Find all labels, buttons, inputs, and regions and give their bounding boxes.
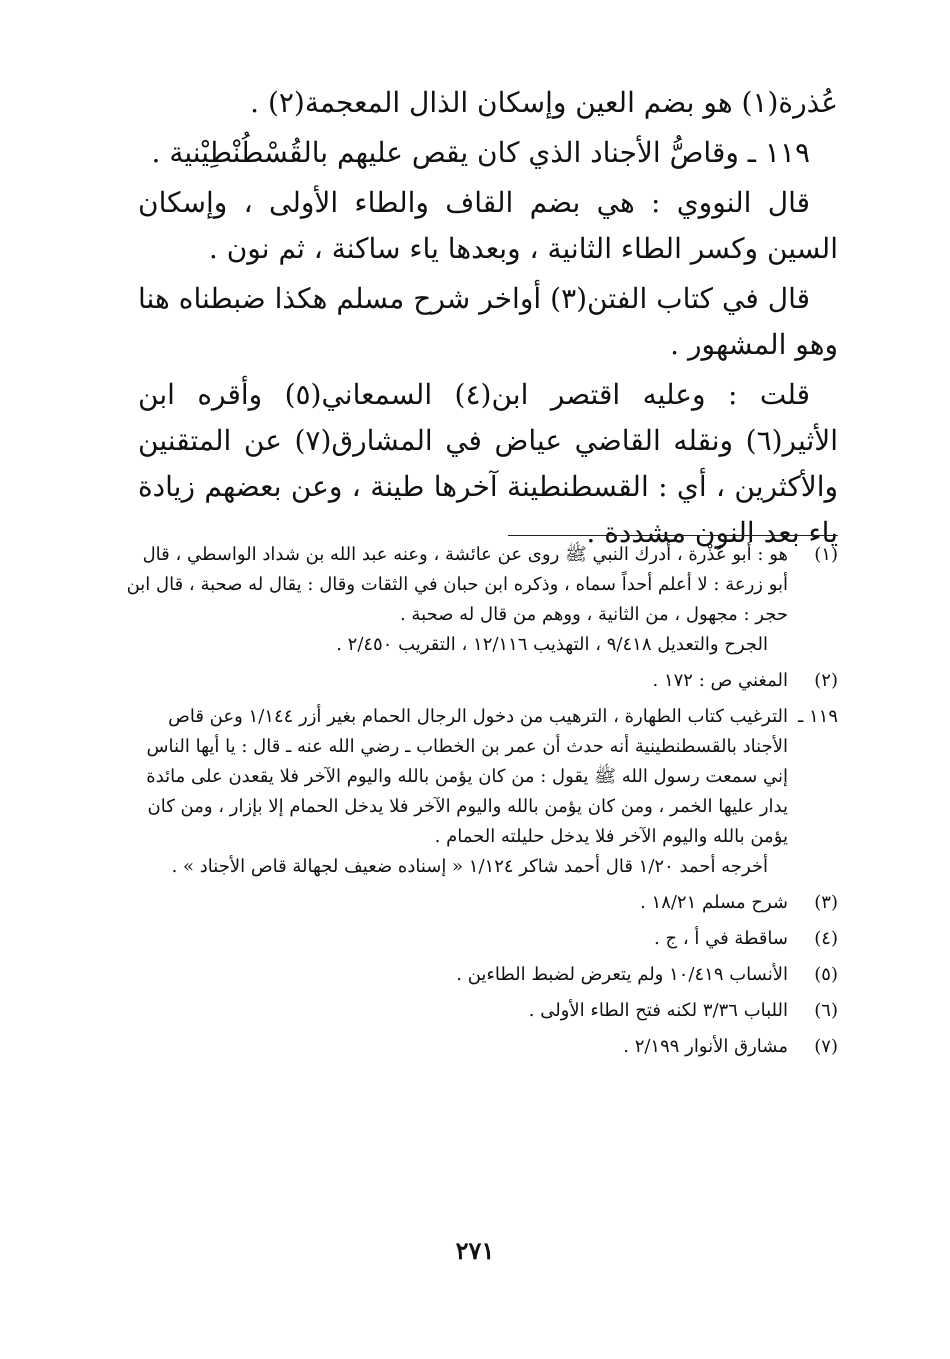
footnote-number: (٢): [814, 670, 838, 691]
footnote-text: هو : أبو عُذْرة ، أدرك النبي ﷺ روى عن عائشة ، وعنه عبد الله بن شداد الواسطي ، قال أبو زرعة : لا أعلم أحداً سماه ، وذكره ابن حبان في الثقات وقال : يقال له صحبة ، قال ابن حجر : مجهول ، من الثانية ، ووهم من قال له صحبة .: [126, 544, 788, 625]
page-number: ٢٧١: [455, 1236, 495, 1265]
footnote-number: (٥): [814, 964, 838, 985]
paragraph-nawawi: قال النووي : هي بضم القاف والطاء الأولى ، وإسكان السين وكسر الطاء الثانية ، وبعدها ياء ساكنة ، ثم نون .: [138, 186, 838, 265]
footnote-text: شرح مسلم ١٨/٢١ .: [640, 892, 788, 913]
footnote-text: مشارق الأنوار ٢/١٩٩ .: [623, 1036, 788, 1057]
footnote-text: الترغيب كتاب الطهارة ، الترهيب من دخول الرجال الحمام بغير أزر ١/١٤٤ وعن قاص الأجناد بالقسطنطينية أنه حدث أن عمر بن الخطاب ـ رضي الله عنه ـ قال : يا أيها الناس إني سمعت رسول الله ﷺ يقول : من كان يؤمن بالله واليوم الآخر فلا يقعدن على مائدة يدار عليها الخمر ، ومن كان يؤمن بالله واليوم الآخر فلا يدخل الحمام إلا بإزار ، ومن كان يؤمن بالله واليوم الآخر فلا يدخل حليلته الحمام .: [146, 706, 788, 847]
footnote-number: ١١٩ ـ: [797, 706, 838, 727]
footnote-3: [118, 888, 838, 918]
footnote-source: الجرح والتعديل ٩/٤١٨ ، التهذيب ١٢/١١٦ ، التقريب ٢/٤٥٠ .: [336, 634, 768, 655]
footnote-5: [118, 960, 838, 990]
footnote-divider: [508, 535, 838, 536]
footnote-number: (٦): [814, 1000, 838, 1021]
footnote-text: اللباب ٣/٣٦ لكنه فتح الطاء الأولى .: [528, 1000, 788, 1021]
paragraph-119-heading: ١١٩ ـ وقاصُّ الأجناد الذي كان يقص عليهم بالقُسْطُنْطِيْنية .: [151, 136, 810, 169]
footnotes: [118, 540, 838, 1068]
footnote-text: المغني ص : ١٧٢ .: [652, 670, 788, 691]
footnote-number: (٣): [814, 892, 838, 913]
footnote-7: [118, 1032, 838, 1062]
footnote-1: [118, 540, 838, 660]
paragraph-qultu: قلت : وعليه اقتصر ابن(٤) السمعاني(٥) وأقره ابن الأثير(٦) ونقله القاضي عياض في المشارق(٧) عن المتقنين والأكثرين ، أي : القسطنطينة آخرها طينة ، وعن بعضهم زيادة ياء بعد النون مشددة .: [138, 378, 838, 549]
main-text: [138, 78, 838, 558]
footnote-4: [118, 924, 838, 954]
paragraph-udhra: عُذرة(١) هو بضم العين وإسكان الذال المعجمة(٢) .: [250, 86, 838, 119]
footnote-number: (٧): [814, 1036, 838, 1057]
footnote-119: [118, 702, 838, 882]
footnote-number: (٤): [814, 928, 838, 949]
footnote-text: ساقطة في أ ، ج .: [654, 928, 788, 949]
footnote-6: [118, 996, 838, 1026]
footnote-text: الأنساب ١٠/٤١٩ ولم يتعرض لضبط الطاءين .: [456, 964, 788, 985]
footnote-2: [118, 666, 838, 696]
footnote-number: (١): [814, 544, 838, 565]
paragraph-fitan: قال في كتاب الفتن(٣) أواخر شرح مسلم هكذا ضبطناه هنا وهو المشهور .: [138, 282, 838, 361]
footnote-source: أخرجه أحمد ١/٢٠ قال أحمد شاكر ١/١٢٤ « إسناده ضعيف لجهالة قاص الأجناد » .: [171, 856, 768, 877]
